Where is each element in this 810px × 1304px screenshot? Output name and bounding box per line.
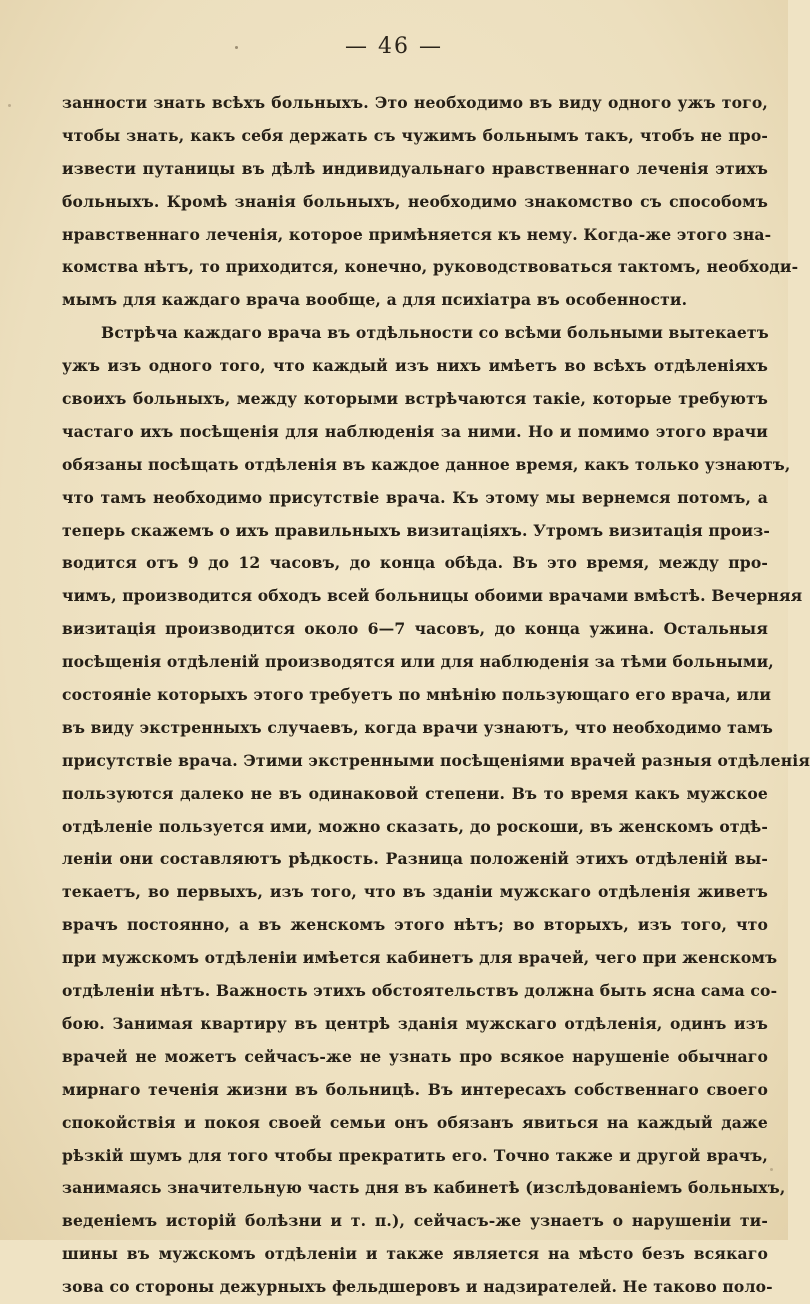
text-line: спокойствія и покоя своей семьи онъ обязанъ явиться на каждый даже [62, 1112, 768, 1132]
text-line: отдѣленіи нѣтъ. Важность этихъ обстоятельствъ должна быть ясна сама со- [62, 981, 778, 1001]
text-line: при мужскомъ отдѣленіи имѣется кабинетъ для врачей, чего при женскомъ [62, 948, 778, 968]
text-line: зова со стороны дежурныхъ фельдшеровъ и надзирателей. Не таково поло- [62, 1277, 773, 1297]
ink-speck [770, 1168, 773, 1171]
text-line: комства нѣтъ, то приходится, конечно, руководствоваться тактомъ, необходи- [62, 257, 799, 277]
text-line: ужъ изъ одного того, что каждый изъ нихъ имѣетъ во всѣхъ отдѣленіяхъ [62, 356, 768, 376]
text-line: состояніе которыхъ этого требуетъ по мнѣнію пользующаго его врача, или [62, 685, 772, 705]
page-number-text: — 46 — [345, 34, 443, 59]
text-line: своихъ больныхъ, между которыми встрѣчаются такіе, которые требуютъ [62, 389, 768, 409]
text-line: пользуются далеко не въ одинаковой степени. Въ то время какъ мужское [62, 783, 768, 803]
text-line: занимаясь значительную часть дня въ кабинетѣ (изслѣдованіемъ больныхъ, [62, 1178, 786, 1198]
body-text [62, 87, 810, 1304]
text-line: въ виду экстренныхъ случаевъ, когда врачи узнаютъ, что необходимо тамъ [62, 717, 774, 737]
text-line: водится отъ 9 до 12 часовъ, до конца обѣда. Въ это время, между про- [62, 553, 768, 573]
text-line: присутствіе врача. Этими экстренными посѣщеніями врачей разныя отдѣленія [62, 750, 810, 770]
text-line: леніи они составляютъ рѣдкость. Разница положеній этихъ отдѣленій вы- [62, 849, 768, 869]
text-line: что тамъ необходимо присутствіе врача. Къ этому мы вернемся потомъ, а [62, 487, 768, 507]
text-line: мирнаго теченія жизни въ больницѣ. Въ интересахъ собственнаго своего [62, 1079, 768, 1099]
text-line: рѣзкій шумъ для того чтобы прекратить его. Точно также и другой врачъ, [62, 1145, 768, 1165]
text-line: Встрѣча каждаго врача въ отдѣльности со всѣми больными вытекаетъ [101, 323, 769, 343]
text-line: текаетъ, во первыхъ, изъ того, что въ зданіи мужскаго отдѣленія живетъ [62, 882, 768, 902]
text-line: частаго ихъ посѣщенія для наблюденія за ними. Но и помимо этого врачи [62, 421, 768, 441]
text-line: больныхъ. Кромѣ знанія больныхъ, необходимо знакомство съ способомъ [62, 191, 768, 211]
ink-speck [8, 104, 11, 107]
text-line: чимъ, производится обходъ всей больницы обоими врачами вмѣстѣ. Вечерняя [62, 586, 803, 606]
text-line: мымъ для каждаго врача вообще, а для психіатра въ особенности. [62, 290, 688, 310]
text-line: визитація производится около 6—7 часовъ, до конца ужина. Остальныя [62, 619, 768, 639]
text-line: отдѣленіе пользуется ими, можно сказать, до роскоши, въ женскомъ отдѣ- [62, 816, 768, 836]
text-line: шины въ мужскомъ отдѣленіи и также является на мѣсто безъ всякаго [62, 1244, 768, 1264]
text-line: теперь скажемъ о ихъ правильныхъ визитаціяхъ. Утромъ визитація произ- [62, 520, 770, 540]
text-line: врачей не можетъ сейчасъ-же не узнать про всякое нарушеніе обычнаго [62, 1046, 768, 1066]
text-line: чтобы знать, какъ себя держать съ чужимъ больнымъ такъ, чтобъ не про- [62, 125, 768, 145]
text-line: нравственнаго леченія, которое примѣняется къ нему. Когда-же этого зна- [62, 224, 772, 244]
text-line: извести путаницы въ дѣлѣ индивидуальнаго нравственнаго леченія этихъ [62, 158, 768, 178]
text-line: посѣщенія отдѣленій производятся или для наблюденія за тѣми больными, [62, 652, 774, 672]
text-line: веденіемъ исторій болѣзни и т. п.), сейчасъ-же узнаетъ о нарушеніи ти- [62, 1211, 768, 1231]
text-line: бою. Занимая квартиру въ центрѣ зданія мужскаго отдѣленія, одинъ изъ [62, 1013, 768, 1033]
page-number [0, 34, 788, 59]
text-line: обязаны посѣщать отдѣленія въ каждое данное время, какъ только узнаютъ, [62, 454, 791, 474]
text-line: врачъ постоянно, а въ женскомъ этого нѣтъ; во вторыхъ, изъ того, что [62, 915, 768, 935]
ink-speck [235, 46, 238, 49]
text-line: занности знать всѣхъ больныхъ. Это необходимо въ виду одного ужъ того, [62, 93, 768, 112]
